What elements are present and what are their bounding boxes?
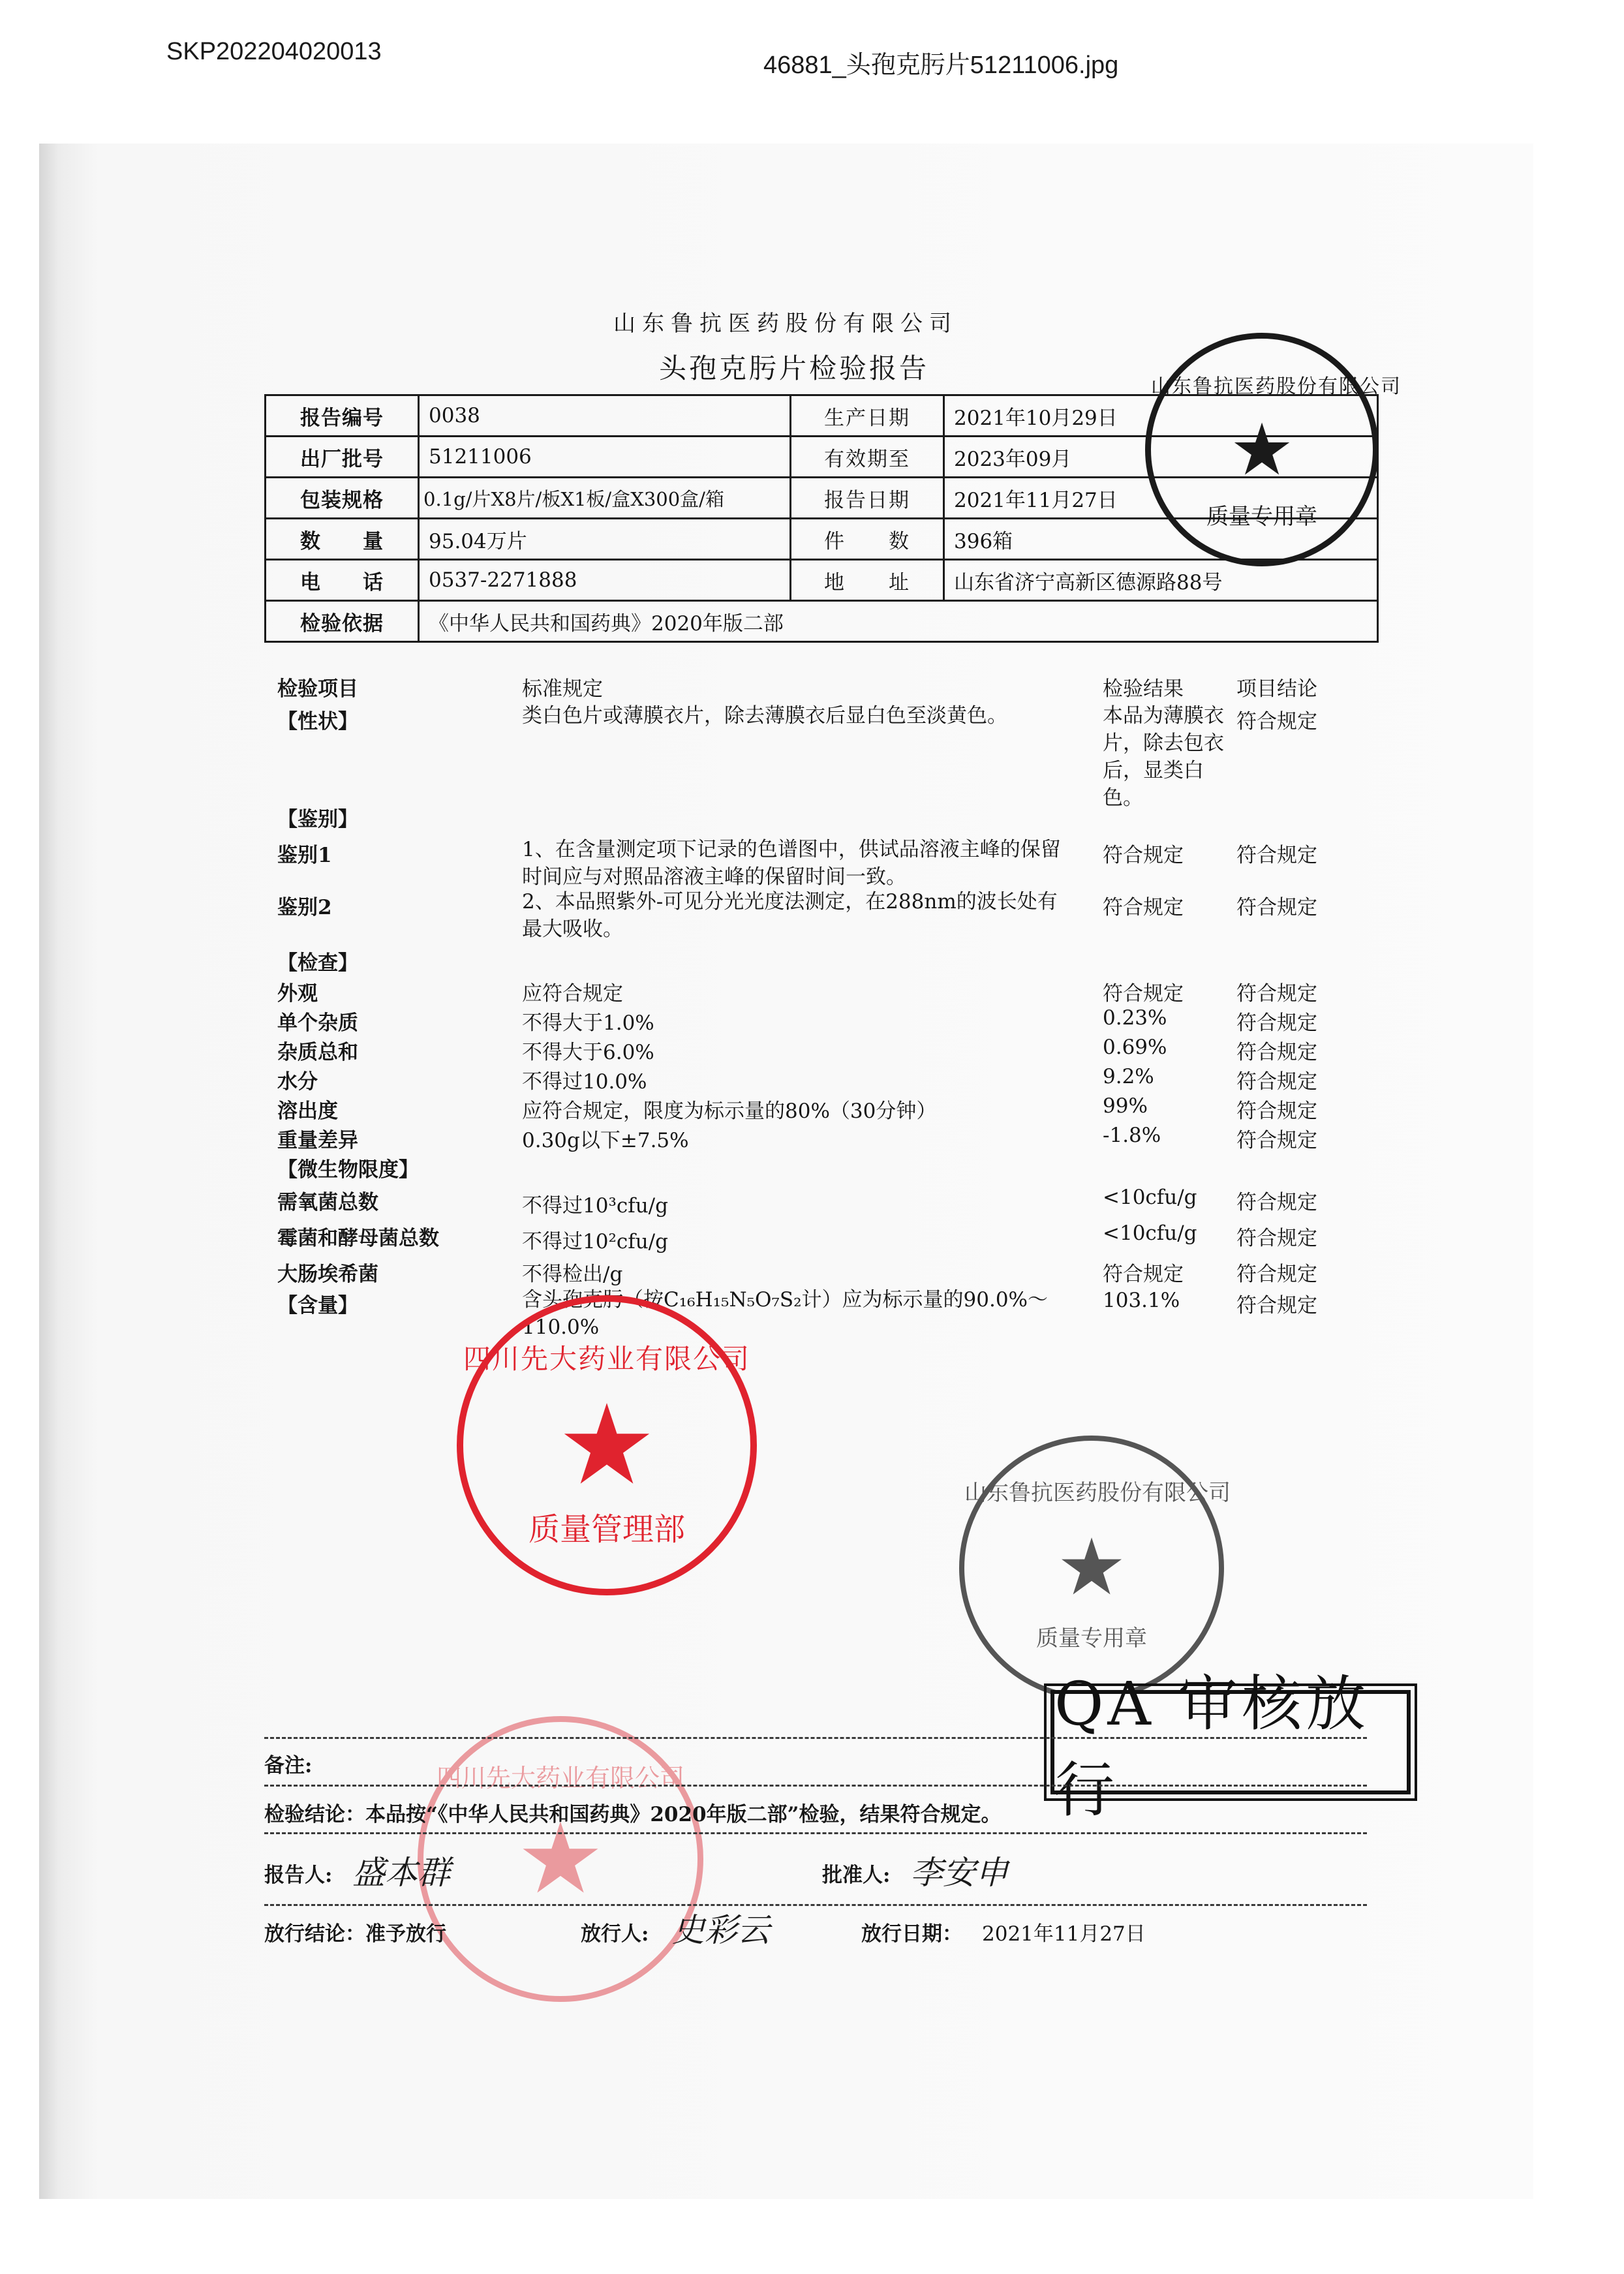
header-left-code: SKP202204020013: [166, 38, 382, 65]
divider-top: [264, 1737, 1367, 1739]
row-standard: 2、本品照紫外-可见分光光度法测定，在288nm的波长处有最大吸收。: [522, 890, 1058, 941]
divider-bottom: [264, 1904, 1367, 1906]
faded-seal: [418, 1716, 703, 2002]
row-result: <10cfu/g: [1103, 1222, 1197, 1245]
col-header-conclusion: 项目结论: [1236, 677, 1317, 701]
address-value: 山东省济宁高新区德源路88号: [944, 560, 1378, 601]
col-header-item: 检验项目: [277, 677, 358, 701]
row-standard: 不得大于1.0%: [522, 1011, 654, 1035]
section-microbial: 【微生物限度】: [277, 1158, 419, 1182]
phone-label: 电 话: [266, 560, 419, 601]
col-header-result: 检验结果: [1103, 677, 1184, 701]
phone-value: 0537-2271888: [419, 560, 791, 601]
company-seal-top: [1145, 333, 1402, 566]
seal-ring-text: 四川先大药业有限公司: [436, 1764, 684, 1792]
info-row: [266, 601, 1378, 642]
row-result: 本品为薄膜衣片，除去包衣后，显类白色。: [1103, 704, 1224, 810]
pieces-value: 396箱: [944, 519, 1378, 560]
row-standard: 应符合规定: [522, 982, 623, 1006]
prod-date-value: 2021年10月29日: [944, 395, 1378, 437]
section-identification: 【鉴别】: [277, 808, 358, 831]
seal-ring-text: 山东鲁抗医药股份有限公司: [1151, 375, 1402, 398]
address-label: 地 址: [791, 560, 944, 601]
info-row: [266, 560, 1378, 601]
row-result: -1.8%: [1103, 1124, 1161, 1147]
seal-center-text: 质量管理部: [528, 1511, 685, 1548]
row-result: 符合规定: [1103, 844, 1184, 867]
expiry-label: 有效期至: [791, 437, 944, 478]
row-item: 鉴别2: [277, 896, 332, 919]
releaser-label: 放行人:: [581, 1922, 649, 1946]
row-item: 【性状】: [277, 710, 358, 733]
report-title: 头孢克肟片检验报告: [659, 352, 930, 384]
star-icon: ★: [557, 1381, 657, 1510]
seal-ring-text: 山东鲁抗医药股份有限公司: [964, 1480, 1231, 1506]
basis-label: 检验依据: [266, 601, 419, 642]
row-conclusion: 符合规定: [1236, 1227, 1317, 1250]
header-file-name: 46881_头孢克肟片51211006.jpg: [763, 52, 1119, 79]
row-standard: 不得检出/g: [522, 1263, 623, 1286]
divider-lower: [264, 1832, 1367, 1834]
row-standard: 不得过10.0%: [522, 1070, 647, 1094]
qty-value: 95.04万片: [419, 519, 791, 560]
row-conclusion: 符合规定: [1236, 1129, 1317, 1152]
row-conclusion: 符合规定: [1236, 896, 1317, 919]
expiry-value: 2023年09月: [944, 437, 1378, 478]
star-icon: ★: [1056, 1522, 1127, 1613]
row-conclusion: 符合规定: [1236, 1294, 1317, 1317]
spec-label: 包装规格: [266, 478, 419, 519]
row-conclusion: 符合规定: [1236, 844, 1317, 867]
row-standard: 不得过10²cfu/g: [522, 1230, 668, 1253]
row-result: 9.2%: [1103, 1065, 1154, 1088]
row-result: 99%: [1103, 1094, 1148, 1118]
row-result: 符合规定: [1103, 982, 1184, 1006]
report-no-value: 0038: [419, 395, 791, 437]
seal-center-text: 质量专用章: [1206, 504, 1317, 530]
row-conclusion: 符合规定: [1236, 1070, 1317, 1094]
reporter-signature: 盛本群: [352, 1854, 450, 1892]
row-standard: 0.30g以下±7.5%: [522, 1129, 689, 1152]
conclusion-text: 检验结论：本品按“《中华人民共和国药典》2020年版二部”检验，结果符合规定。: [264, 1803, 1002, 1826]
row-item: 杂质总和: [277, 1041, 358, 1064]
release-date-label: 放行日期：: [861, 1922, 962, 1946]
row-item: 溶出度: [277, 1099, 338, 1123]
spec-value: 0.1g/片X8片/板X1板/盒X300盒/箱: [419, 478, 791, 519]
row-item: 霉菌和酵母菌总数: [277, 1227, 439, 1250]
releaser-signature: 史彩云: [672, 1911, 770, 1949]
star-icon: ★: [516, 1802, 605, 1916]
company-name: 山东鲁抗医药股份有限公司: [613, 311, 958, 337]
section-inspection: 【检查】: [277, 951, 358, 975]
row-result: 符合规定: [1103, 896, 1184, 919]
row-result: 符合规定: [1103, 1263, 1184, 1286]
row-conclusion: 符合规定: [1236, 1191, 1317, 1214]
report-date-value: 2021年11月27日: [944, 478, 1378, 519]
row-item: 水分: [277, 1070, 318, 1094]
release-date-value: 2021年11月27日: [982, 1922, 1146, 1946]
remark-label: 备注:: [264, 1754, 313, 1777]
quality-dept-seal: [457, 1295, 757, 1595]
release-conclusion: 放行结论：准予放行: [264, 1922, 446, 1946]
prod-date-label: 生产日期: [791, 395, 944, 437]
divider-mid: [264, 1785, 1367, 1787]
reporter-label: 报告人:: [264, 1864, 333, 1887]
row-result: 103.1%: [1103, 1289, 1180, 1312]
col-header-standard: 标准规定: [522, 677, 603, 701]
row-item: 重量差异: [277, 1129, 358, 1152]
row-item: 需氧菌总数: [277, 1191, 378, 1214]
pieces-label: 件 数: [791, 519, 944, 560]
row-conclusion: 符合规定: [1236, 710, 1317, 733]
row-item: 鉴别1: [277, 844, 332, 867]
seal-center-text: 质量专用章: [1036, 1625, 1147, 1652]
row-standard: 1、在含量测定项下记录的色谱图中，供试品溶液主峰的保留时间应与对照品溶液主峰的保留时间一致。: [522, 838, 1061, 889]
row-item: 单个杂质: [277, 1011, 358, 1035]
qa-release-stamp: QA 审核放行: [1050, 1690, 1411, 1794]
row-standard: 类白色片或薄膜衣片，除去薄膜衣后显白色至淡黄色。: [522, 704, 1007, 728]
row-item: 【含量】: [277, 1294, 358, 1317]
row-item: 外观: [277, 982, 318, 1006]
row-result: 0.23%: [1103, 1006, 1167, 1030]
row-standard: 不得大于6.0%: [522, 1041, 654, 1064]
row-conclusion: 符合规定: [1236, 1041, 1317, 1064]
row-conclusion: 符合规定: [1236, 1011, 1317, 1035]
row-conclusion: 符合规定: [1236, 1099, 1317, 1123]
approver-signature: 李安申: [910, 1854, 1008, 1892]
row-result: <10cfu/g: [1103, 1186, 1197, 1209]
qty-label: 数 量: [266, 519, 419, 560]
basis-value: 《中华人民共和国药典》2020年版二部: [419, 601, 1378, 642]
row-result: 0.69%: [1103, 1036, 1167, 1059]
row-conclusion: 符合规定: [1236, 1263, 1317, 1286]
row-standard: 含头孢克肟（按C₁₆H₁₅N₅O₇S₂计）应为标示量的90.0%～110.0%: [522, 1288, 1048, 1339]
report-no-label: 报告编号: [266, 395, 419, 437]
star-icon: ★: [1229, 408, 1295, 491]
batch-value: 51211006: [419, 437, 791, 478]
approver-label: 批准人:: [822, 1864, 891, 1887]
report-date-label: 报告日期: [791, 478, 944, 519]
row-standard: 不得过10³cfu/g: [522, 1194, 668, 1218]
row-item: 大肠埃希菌: [277, 1263, 378, 1286]
seal-ring-text: 四川先大药业有限公司: [463, 1343, 751, 1375]
row-standard: 应符合规定，限度为标示量的80%（30分钟）: [522, 1099, 937, 1123]
batch-label: 出厂批号: [266, 437, 419, 478]
row-conclusion: 符合规定: [1236, 982, 1317, 1006]
